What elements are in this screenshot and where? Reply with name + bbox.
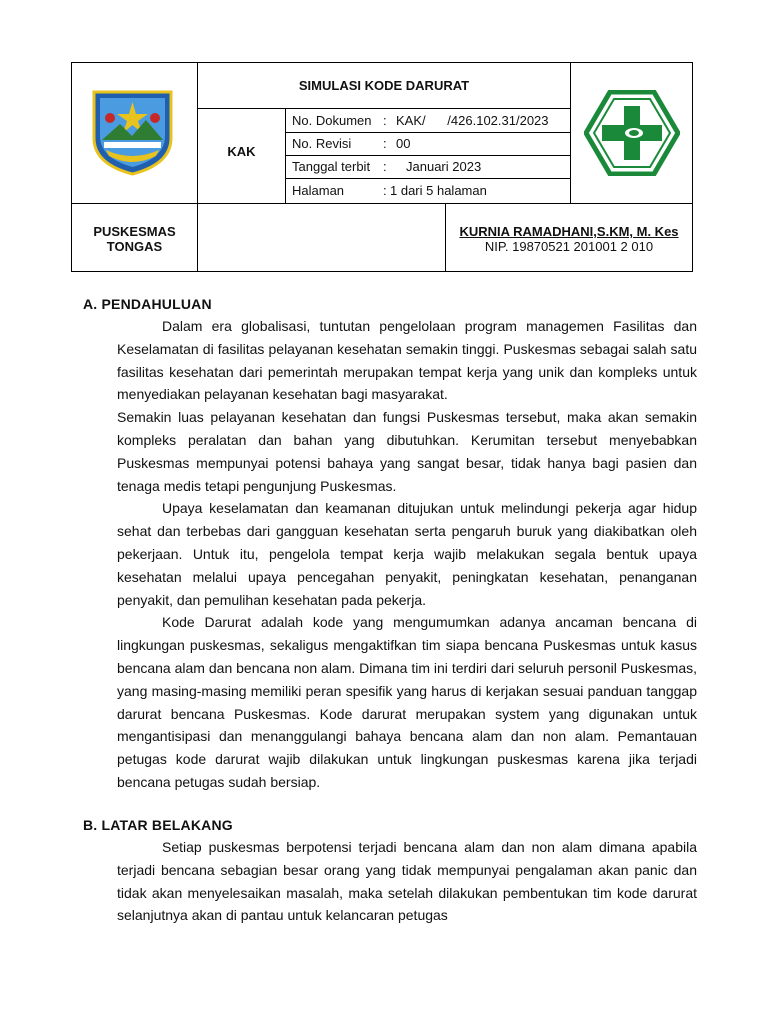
org-name-line1: PUSKESMAS bbox=[93, 224, 176, 239]
signer-name: KURNIA RAMADHANI,S.KM, M. Kes bbox=[459, 224, 679, 239]
field-value-dokumen: KAK/ /426.102.31/2023 bbox=[396, 113, 549, 128]
field-sep: : bbox=[383, 183, 387, 198]
field-label-halaman: Halaman bbox=[292, 183, 345, 198]
document-header-table bbox=[71, 62, 693, 272]
field-label-dokumen: No. Dokumen bbox=[292, 113, 372, 128]
paragraph: Setiap puskesmas berpotensi terjadi bencana alam dan non alam dimana apabila terjadi bencana sebagian besar orang yang tidak mempunyai pengalaman akan panic dan tidak akan menyelesaikan masalah, maka setelah dilakukan pembentukan tim kode darurat selanjutnya akan di pantau untuk kelancaran petugas bbox=[117, 839, 697, 924]
field-sep: : bbox=[383, 159, 387, 174]
document-type: KAK bbox=[227, 144, 256, 159]
document-title: SIMULASI KODE DARURAT bbox=[298, 78, 470, 93]
paragraph: Dalam era globalisasi, tuntutan pengelolaan program managemen Fasilitas dan Keselamatan di fasilitas pelayanan kesehatan semakin tinggi. Puskesmas sebagai salah satu fasilitas kesehatan dari pemerintah merupakan tempat kerja yang unik dan kompleks untuk menyediakan pelayanan kesehatan bagi masyarakat. bbox=[117, 318, 697, 403]
puskesmas-logo bbox=[584, 90, 680, 176]
field-sep: : bbox=[383, 113, 387, 128]
section-body-pendahuluan bbox=[117, 315, 697, 794]
field-sep: : bbox=[383, 136, 387, 151]
signer-nip: NIP. 19870521 201001 2 010 bbox=[484, 239, 654, 254]
regency-emblem-logo bbox=[90, 88, 175, 176]
field-label-tanggal: Tanggal terbit bbox=[292, 159, 371, 174]
paragraph: Kode Darurat adalah kode yang mengumumkan adanya ancaman bencana di lingkungan puskesmas, sekaligus mengaktifkan tim siapa bencana Puskesmas untuk kasus bencana alam dan bencana non alam. Dimana tim ini terdiri dari seluruh personil Puskesmas, yang masing-masing memiliki peran spesifik yang harus di kerjakan sesuai panduan tanggap darurat bencana Puskesmas. Kode darurat merupakan system yang digunakan untuk mengantisipasi dan menanggulangi bahaya bencana alam dan non alam. Pemantauan petugas kode darurat wajib dilakukan untuk lingkungan puskesmas karena jika terjadi bencana petugas sudah bersiap. bbox=[117, 614, 697, 790]
field-value-halaman: 1 dari 5 halaman bbox=[390, 183, 487, 198]
section-title-latar-belakang: B. LATAR BELAKANG bbox=[83, 817, 233, 833]
section-body-latar-belakang bbox=[117, 836, 697, 927]
section-title-pendahuluan: A. PENDAHULUAN bbox=[83, 296, 212, 312]
org-name-line2: TONGAS bbox=[106, 239, 163, 254]
field-value-tanggal: Januari 2023 bbox=[406, 159, 482, 174]
field-value-revisi: 00 bbox=[396, 136, 411, 151]
paragraph: Semakin luas pelayanan kesehatan dan fungsi Puskesmas tersebut, maka akan semakin kompleks peralatan dan bahan yang dibutuhkan. Kerumitan tersebut menyebabkan Puskesmas mempunyai potensi bahaya yang sangat besar, tidak hanya bagi pasien dan tenaga medis tetapi pengunjung Puskesmas. bbox=[117, 409, 697, 494]
paragraph: Upaya keselamatan dan keamanan ditujukan untuk melindungi pekerja agar hidup sehat dan terbebas dari gangguan kesehatan serta pengaruh buruk yang diakibatkan oleh pekerjaan. Untuk itu, pengelola tempat kerja wajib melakukan segala bentuk upaya kesehatan melalui upaya pencegahan penyakit, peningkatan kesehatan, penanganan penyakit, dan pemulihan kesehatan pada pekerja. bbox=[117, 500, 697, 608]
field-label-revisi: No. Revisi bbox=[292, 136, 352, 151]
